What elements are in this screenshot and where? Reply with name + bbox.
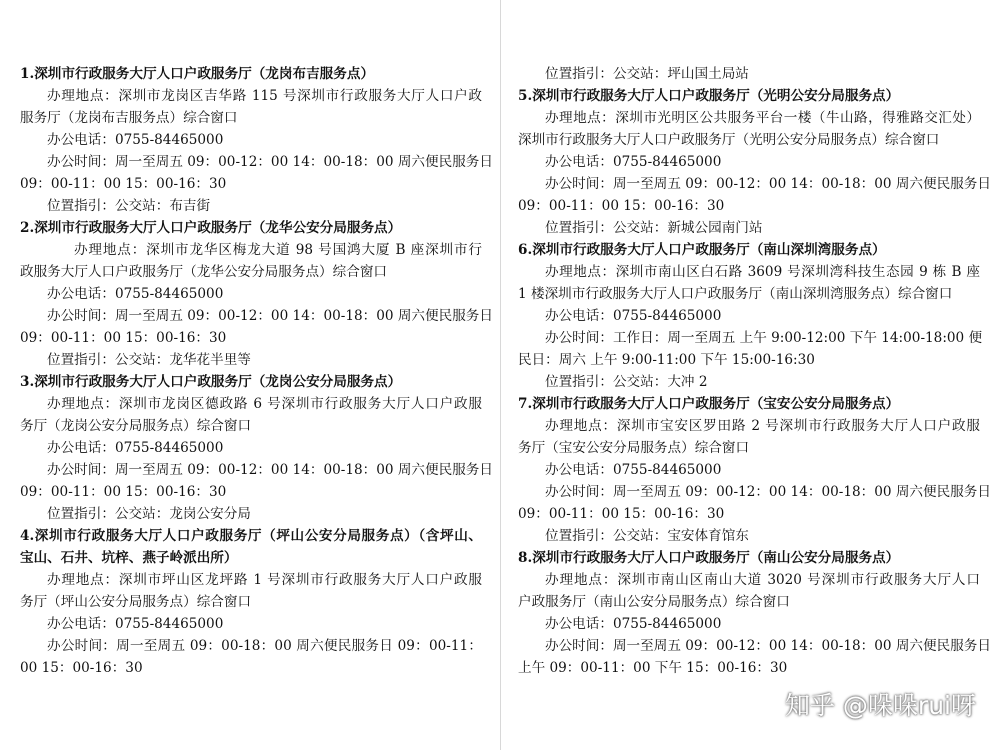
address-line: 办理地点：深圳市龙岗区德政路 6 号深圳市行政服务大厅人口户政服: [47, 396, 482, 412]
address-line: 1 楼深圳市行政服务大厅人口户政服务厅（南山深圳湾服务点）综合窗口: [518, 286, 953, 302]
address-line: 务厅（龙岗公安分局服务点）综合窗口: [20, 418, 252, 434]
address-line: 户政服务厅（南山公安分局服务点）综合窗口: [518, 594, 790, 610]
section-title-5: 5.深圳市行政服务大厅人口户政服务厅（光明公安分局服务点）: [518, 88, 900, 104]
hours-line: 办公时间：工作日：周一至周五 上午 9:00-12:00 下午 14:00-18:00 便: [545, 330, 983, 346]
phone-line: 办公电话：0755-84465000: [47, 286, 224, 302]
address-line: 政服务大厅人口户政服务厅（龙华公安分局服务点）综合窗口: [20, 264, 388, 280]
location-line: 位置指引：公交站：新城公园南门站: [545, 220, 763, 236]
address-line: 办理地点：深圳市龙华区梅龙大道 98 号国鸿大厦 B 座深圳市行: [74, 242, 482, 258]
hours-line: 办公时间：周一至周五 09：00-12：00 14：00-18：00 周六便民服务日: [545, 176, 991, 192]
phone-line: 办公电话：0755-84465000: [545, 462, 722, 478]
address-line: 办理地点：深圳市南山区南山大道 3020 号深圳市行政服务大厅人口: [545, 572, 980, 588]
address-line: 深圳市行政服务大厅人口户政服务厅（光明公安分局服务点）综合窗口: [518, 132, 940, 148]
section-title-6: 6.深圳市行政服务大厅人口户政服务厅（南山深圳湾服务点）: [518, 242, 886, 258]
phone-line: 办公电话：0755-84465000: [47, 440, 224, 456]
hours-line: 办公时间：周一至周五 09：00-12：00 14：00-18：00 周六便民服务日: [545, 638, 991, 654]
location-line: 位置指引：公交站：龙岗公安分局: [47, 506, 251, 522]
column-divider: [500, 0, 501, 750]
address-line: 服务厅（龙岗布吉服务点）综合窗口: [20, 110, 238, 126]
address-line: 务厅（坪山公安分局服务点）综合窗口: [20, 594, 252, 610]
section-title-3: 3.深圳市行政服务大厅人口户政服务厅（龙岗公安分局服务点）: [20, 374, 402, 390]
hours-line: 办公时间：周一至周五 09：00-12：00 14：00-18：00 周六便民服务日: [545, 484, 991, 500]
section-title-4-cont: 宝山、石井、坑梓、燕子岭派出所）: [20, 550, 238, 566]
section-title-7: 7.深圳市行政服务大厅人口户政服务厅（宝安公安分局服务点）: [518, 396, 900, 412]
left-column: [20, 0, 493, 750]
phone-line: 办公电话：0755-84465000: [545, 308, 722, 324]
address-line: 办理地点：深圳市坪山区龙坪路 1 号深圳市行政服务大厅人口户政服: [47, 572, 482, 588]
location-line: 位置指引：公交站：龙华花半里等: [47, 352, 251, 368]
section-title-4: 4.深圳市行政服务大厅人口户政服务厅（坪山公安分局服务点）（含坪山、: [20, 528, 482, 544]
hours-line: 民日：周六 上午 9:00-11:00 下午 15:00-16:30: [518, 352, 815, 368]
hours-line: 00 15：00-16：30: [20, 660, 143, 676]
section-title-1: 1.深圳市行政服务大厅人口户政服务厅（龙岗布吉服务点）: [20, 66, 375, 82]
hours-line: 办公时间：周一至周五 09：00-18：00 周六便民服务日 09：00-11：: [47, 638, 482, 654]
phone-line: 办公电话：0755-84465000: [545, 154, 722, 170]
hours-line: 09：00-11：00 15：00-16：30: [20, 330, 227, 346]
section-title-8: 8.深圳市行政服务大厅人口户政服务厅（南山公安分局服务点）: [518, 550, 900, 566]
location-line: 位置指引：公交站：坪山国土局站: [545, 66, 749, 82]
section-title-2: 2.深圳市行政服务大厅人口户政服务厅（龙华公安分局服务点）: [20, 220, 402, 236]
hours-line: 上午 09：00-11：00 下午 15：00-16：30: [518, 660, 788, 676]
location-line: 位置指引：公交站：宝安体育馆东: [545, 528, 749, 544]
address-line: 办理地点：深圳市龙岗区吉华路 115 号深圳市行政服务大厅人口户政: [47, 88, 482, 104]
address-line: 办理地点：深圳市南山区白石路 3609 号深圳湾科技生态园 9 栋 B 座: [545, 264, 980, 280]
phone-line: 办公电话：0755-84465000: [47, 132, 224, 148]
address-line: 办理地点：深圳市光明区公共服务平台一楼（牛山路，得雅路交汇处）: [545, 110, 980, 126]
hours-line: 办公时间：周一至周五 09：00-12：00 14：00-18：00 周六便民服务日: [47, 308, 493, 324]
address-line: 办理地点：深圳市宝安区罗田路 2 号深圳市行政服务大厅人口户政服: [545, 418, 980, 434]
hours-line: 09：00-11：00 15：00-16：30: [518, 506, 725, 522]
address-line: 务厅（宝安公安分局服务点）综合窗口: [518, 440, 750, 456]
location-line: 位置指引：公交站：大冲 2: [545, 374, 708, 390]
hours-line: 办公时间：周一至周五 09：00-12：00 14：00-18：00 周六便民服务日: [47, 154, 493, 170]
hours-line: 09：00-11：00 15：00-16：30: [518, 198, 725, 214]
right-column: [518, 0, 991, 750]
location-line: 位置指引：公交站：布吉街: [47, 198, 211, 214]
hours-line: 09：00-11：00 15：00-16：30: [20, 484, 227, 500]
phone-line: 办公电话：0755-84465000: [47, 616, 224, 632]
zhihu-watermark: 知乎 @哚哚rui呀: [784, 691, 976, 720]
hours-line: 办公时间：周一至周五 09：00-12：00 14：00-18：00 周六便民服务日: [47, 462, 493, 478]
hours-line: 09：00-11：00 15：00-16：30: [20, 176, 227, 192]
phone-line: 办公电话：0755-84465000: [545, 616, 722, 632]
